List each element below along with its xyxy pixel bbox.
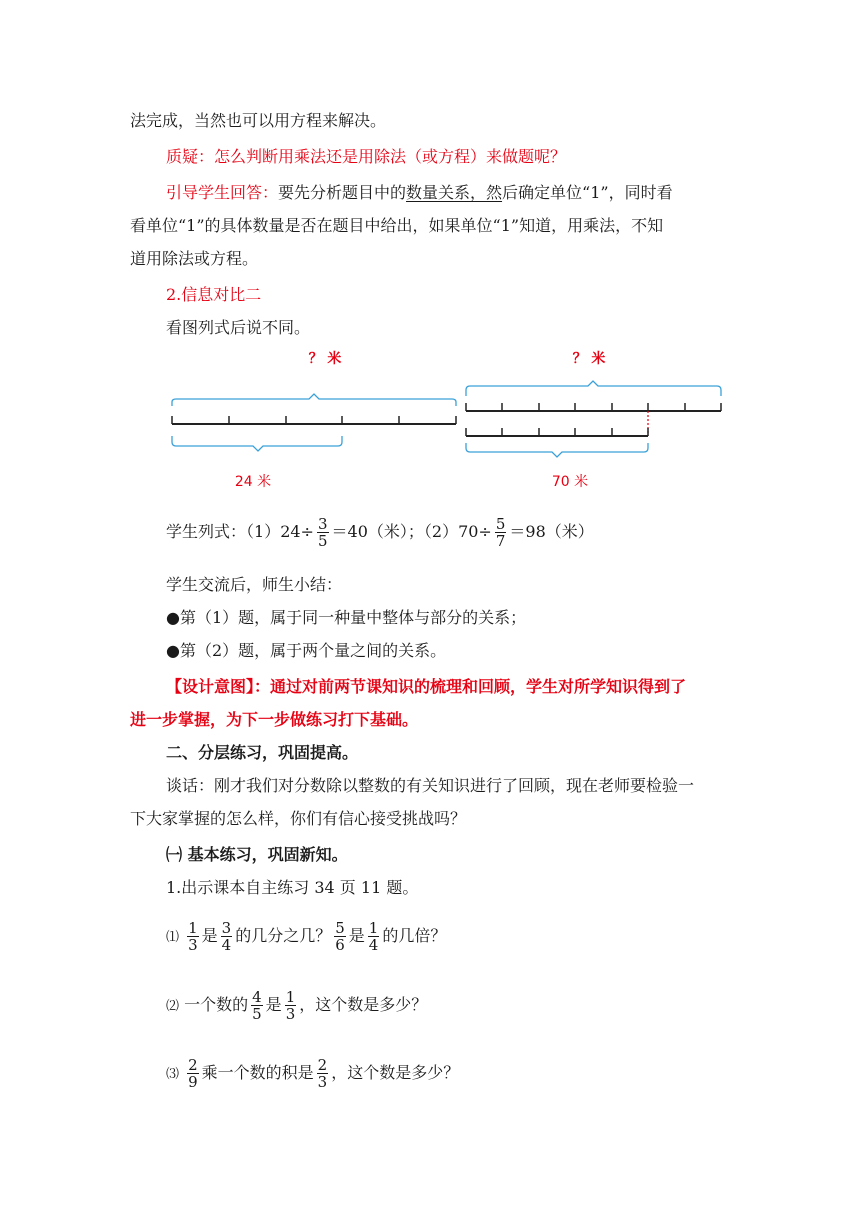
talk-line-1: 谈话：刚才我们对分数除以整数的有关知识进行了回顾，现在老师要检验一 — [166, 776, 695, 795]
summary-intro: 学生交流后，师生小结： — [166, 575, 343, 594]
paragraph-continued: 法完成，当然也可以用方程来解决。 — [130, 111, 387, 130]
q3-text-2: ，这个数是多少？ — [331, 1063, 460, 1082]
instruction-text: 看图列式后说不同。 — [166, 318, 311, 337]
formula-1-post: ＝40（米）； — [331, 522, 424, 541]
design-intent-line-1: 【设计意图】：通过对前两节课知识的梳理和回顾，学生对所学知识得到了 — [166, 677, 687, 696]
guide-answer-line-1 — [166, 183, 673, 203]
q1-number: ⑴ — [166, 930, 180, 945]
student-formula-line — [166, 512, 594, 552]
left-top-brace — [172, 394, 456, 406]
q1-text-2: 的几分之几？ — [235, 926, 332, 945]
design-intent-line-2: 进一步掌握，为下一步做练习打下基础。 — [130, 710, 419, 729]
section-heading-two: 二、分层练习，巩固提高。 — [166, 743, 359, 762]
question-2 — [166, 985, 427, 1027]
question-3 — [166, 1053, 459, 1095]
bullet-1: ●第（1）题，属于同一种量中整体与部分的关系； — [166, 608, 527, 627]
section-heading-2: 2.信息对比二 — [166, 285, 262, 304]
q2-text-2: 是 — [265, 995, 282, 1014]
right-bottom-brace — [466, 443, 648, 457]
fraction-1-3: $\frac{1}{3}$ — [188, 919, 198, 954]
subsection-heading: ㈠ 基本练习，巩固新知。 — [166, 845, 348, 864]
bullet-2: ●第（2）题，属于两个量之间的关系。 — [166, 641, 447, 660]
right-top-label: ？ 米 — [572, 351, 606, 367]
fraction-4-5: $\frac{4}{5}$ — [252, 988, 262, 1023]
fraction-5-7: $\frac{5}{7}$ — [495, 515, 506, 550]
guide-text-b: 后确定单位“1”，同时看 — [502, 183, 673, 202]
left-bottom-brace — [172, 436, 342, 451]
q2-number: ⑵ — [166, 999, 180, 1014]
guide-answer-line-2: 看单位“1”的具体数量是否在题目中给出，如果单位“1”知道，用乘法，不知 — [130, 216, 664, 235]
right-bottom-label: 70 米 — [551, 474, 589, 490]
guide-text-a: 要先分析题目中的 — [278, 183, 407, 202]
fraction-2-3: $\frac{2}{3}$ — [317, 1056, 328, 1091]
fraction-2-9: $\frac{2}{9}$ — [188, 1056, 198, 1091]
guide-lead: 引导学生回答： — [166, 183, 279, 202]
left-bottom-label: 24 米 — [234, 474, 272, 490]
q3-number: ⑶ — [166, 1067, 180, 1082]
q1-text-4: 的几倍？ — [382, 926, 447, 945]
q2-text-1: 一个数的 — [184, 995, 249, 1014]
question-prompt: 质疑：怎么判断用乘法还是用除法（或方程）来做题呢？ — [166, 147, 567, 166]
formula-2-post: ＝98（米） — [509, 522, 594, 541]
fraction-3-5: $\frac{3}{5}$ — [317, 515, 328, 550]
fraction-1-4: $\frac{1}{4}$ — [368, 919, 379, 954]
q3-text-1: 乘一个数的积是 — [201, 1063, 314, 1082]
guide-underlined: 数量关系，然 — [406, 183, 503, 202]
fraction-3-4: $\frac{3}{4}$ — [221, 919, 232, 954]
q2-text-3: ，这个数是多少？ — [299, 995, 428, 1014]
formula-lead: 学生列式： — [166, 522, 247, 541]
q1-text-3: 是 — [348, 926, 365, 945]
fraction-1-3b: $\frac{1}{3}$ — [285, 988, 296, 1023]
formula-1-pre: （1）24÷ — [246, 522, 314, 541]
fraction-5-6: $\frac{5}{6}$ — [335, 919, 345, 954]
guide-answer-line-3: 道用除法或方程。 — [130, 249, 259, 268]
formula-2-pre: （2）70÷ — [423, 522, 492, 541]
talk-line-2: 下大家掌握的怎么样，你们有信心接受挑战吗？ — [130, 809, 467, 828]
q1-text-1: 是 — [201, 926, 218, 945]
question-1 — [166, 916, 446, 958]
left-top-label: ？ 米 — [308, 351, 342, 367]
right-top-brace — [466, 381, 721, 396]
line-segment-diagram — [0, 340, 860, 500]
exercise-intro: 1.出示课本自主练习 34 页 11 题。 — [166, 878, 419, 897]
